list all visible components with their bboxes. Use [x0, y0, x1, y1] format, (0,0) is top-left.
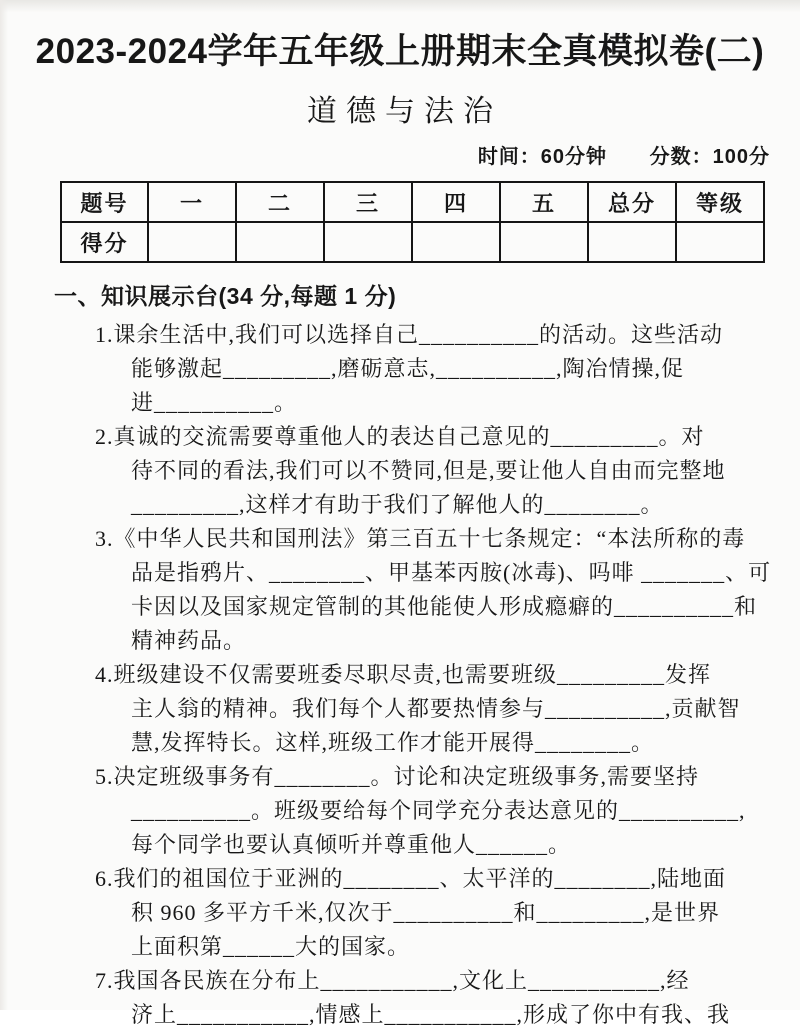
- question-line: 进__________。: [131, 390, 298, 415]
- question-line: __________。班级要给每个同学充分表达意见的__________,: [131, 798, 746, 823]
- score-table-score-row: [61, 222, 764, 262]
- question-line: 积 960 多平方千米,仅次于__________和_________,是世界: [131, 900, 721, 925]
- score-table-header-cell: 二: [236, 182, 324, 222]
- question-line: 主人翁的精神。我们每个人都要热情参与__________,贡献智: [131, 696, 741, 721]
- question-line: 慧,发挥特长。这样,班级工作才能开展得________。: [131, 730, 655, 755]
- question-line: 7.我国各民族在分布上___________,文化上___________,经: [95, 968, 690, 993]
- score-cell: [148, 222, 236, 262]
- section-heading: 一、知识展示台(34 分,每题 1 分): [54, 283, 397, 309]
- score-table-header-row: [61, 182, 764, 222]
- score-table-header-cell: 三: [324, 182, 412, 222]
- subject-title: 道德与法治: [307, 95, 502, 128]
- question-line: _________,这样才有助于我们了解他人的________。: [131, 492, 664, 517]
- question-5: [95, 760, 782, 862]
- question-1: [95, 318, 782, 420]
- score-cell: [588, 222, 676, 262]
- question-line: 卡因以及国家规定管制的其他能使人形成瘾癖的__________和: [131, 594, 758, 619]
- page-title: 2023-2024学年五年级上册期末全真模拟卷(二): [35, 32, 765, 71]
- question-3: [95, 522, 782, 658]
- question-7: [95, 964, 782, 1032]
- question-line: 待不同的看法,我们可以不赞同,但是,要让他人自由而完整地: [131, 458, 726, 483]
- score-table-header-cell: 四: [412, 182, 500, 222]
- question-6: [95, 862, 782, 964]
- score-table-header-cell: 五: [500, 182, 588, 222]
- question-list: [95, 318, 782, 1032]
- score-cell: [676, 222, 764, 262]
- question-line: 3.《中华人民共和国刑法》第三百五十七条规定：“本法所称的毒: [95, 526, 746, 551]
- score-cell: [236, 222, 324, 262]
- exam-meta: [0, 140, 800, 169]
- question-line: 品是指鸦片、________、甲基苯丙胺(冰毒)、吗啡 _______、可: [131, 560, 772, 585]
- time-label: 时间：60分钟: [477, 146, 608, 168]
- score-cell: [412, 222, 500, 262]
- question-2: [95, 420, 782, 522]
- score-cell: [324, 222, 412, 262]
- question-line: 6.我们的祖国位于亚洲的________、太平洋的________,陆地面: [95, 866, 727, 891]
- score-table-header-cell: 一: [148, 182, 236, 222]
- score-table-header-cell: 题号: [61, 182, 148, 222]
- question-line: 上面积第______大的国家。: [131, 934, 411, 959]
- question-line: 每个同学也要认真倾听并尊重他人______。: [131, 832, 572, 857]
- question-line: 2.真诚的交流需要尊重他人的表达自己意见的_________。对: [95, 424, 705, 449]
- score-cell: [500, 222, 588, 262]
- question-line: 精神药品。: [131, 628, 247, 653]
- question-line: 1.课余生活中,我们可以选择自己__________的活动。这些活动: [95, 322, 724, 347]
- question-line: 5.决定班级事务有________。讨论和决定班级事务,需要坚持: [95, 764, 700, 789]
- score-label: 分数：100分: [649, 146, 770, 168]
- question-line: 济上___________,情感上___________,形成了你中有我、我: [131, 1002, 731, 1027]
- question-line: 能够激起_________,磨砺意志,__________,陶冶情操,促: [131, 356, 685, 381]
- score-row-label: 得分: [61, 222, 148, 262]
- score-table-header-cell: 总分: [588, 182, 676, 222]
- question-4: [95, 658, 782, 760]
- score-table: [60, 181, 765, 263]
- score-table-header-cell: 等级: [676, 182, 764, 222]
- question-line: 4.班级建设不仅需要班委尽职尽责,也需要班级_________发挥: [95, 662, 712, 687]
